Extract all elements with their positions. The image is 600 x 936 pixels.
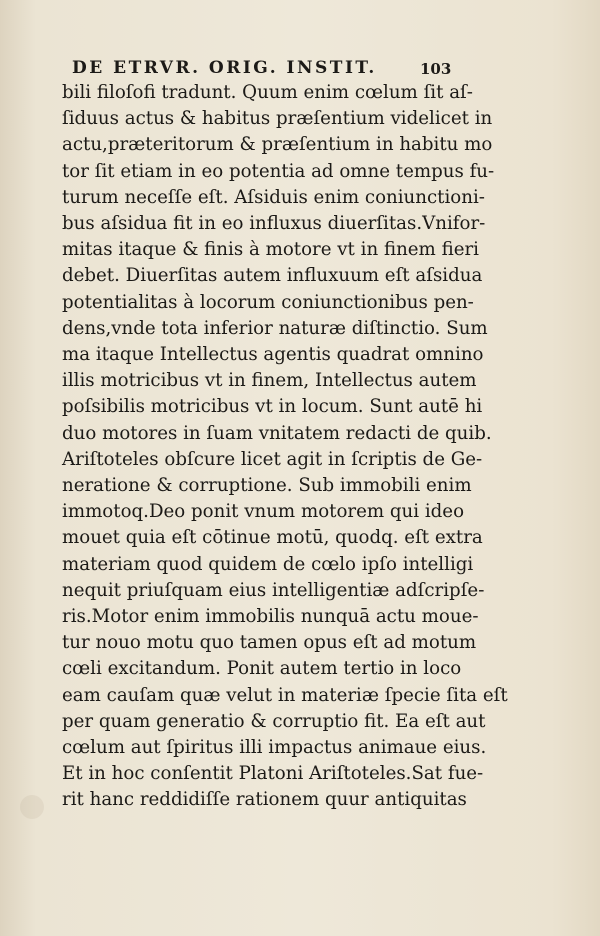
text-line: Et in hoc conſentit Platoni Ariſtoteles.Sat fue-: [62, 763, 484, 785]
text-line: duo motores in ſuam vnitatem redacti de quib.: [62, 422, 492, 444]
text-line: tur nouo motu quo tamen opus eſt ad motum: [62, 632, 477, 654]
text-line: per quam generatio & corruptio fit. Ea eſt aut: [62, 710, 486, 732]
text-line: potentialitas à locorum coniunctionibus pen-: [62, 291, 474, 313]
text-line: ris.Motor enim immobilis nunquā actu moue-: [62, 606, 479, 628]
text-line: mouet quia eſt cōtinue motū, quodq. eſt extra: [62, 527, 483, 549]
body-text: [62, 80, 508, 814]
text-line: immotoq.Deo ponit vnum motorem qui ideo: [62, 501, 465, 523]
text-line: turum neceſſe eſt. Aſsiduis enim coniunctioni-: [62, 186, 485, 208]
paper-stain: [20, 795, 44, 819]
text-line: bili filoſofi tradunt. Quum enim cœlum ſit aſ-: [62, 82, 473, 103]
text-line: bus aſsidua fit in eo influxus diuerſitas.Vnifor-: [62, 213, 486, 235]
page-number: 103: [420, 60, 452, 78]
text-line: cœlum aut ſpiritus illi impactus animaue eius.: [62, 737, 487, 759]
text-line: mitas itaque & finis à motore vt in finem fieri: [62, 239, 479, 261]
text-line: poſsibilis motricibus vt in locum. Sunt autē hi: [62, 396, 483, 418]
text-line: rit hanc reddidiſſe rationem quur antiquitas: [62, 789, 467, 811]
text-line: dens,vnde tota inferior naturæ diſtinctio. Sum: [62, 317, 488, 339]
text-line: debet. Diuerſitas autem influxuum eſt aſsidua: [62, 265, 483, 287]
text-line: actu,præteritorum & præſentium in habitu mo: [62, 134, 493, 156]
text-line: Ariſtoteles obſcure licet agit in ſcriptis de Ge-: [62, 448, 483, 470]
text-line: ma itaque Intellectus agentis quadrat omnino: [62, 344, 484, 366]
running-head: DE ETRVR. ORIG. INSTIT.: [72, 58, 377, 78]
text-line: cœli excitandum. Ponit autem tertio in loco: [62, 658, 462, 680]
text-line: neratione & corruptione. Sub immobili enim: [62, 475, 472, 497]
text-line: tor ſit etiam in eo potentia ad omne tempus fu-: [62, 160, 495, 182]
text-line: nequit priuſquam eius intelligentiæ adſcripſe-: [62, 579, 485, 601]
text-line: materiam quod quidem de cœlo ipſo intelligi: [62, 553, 474, 575]
text-line: ſiduus actus & habitus præſentium videlicet in: [62, 108, 493, 130]
text-line: illis motricibus vt in finem, Intellectus autem: [62, 370, 477, 392]
text-line: eam cauſam quæ velut in materiæ ſpecie ſita eſt: [62, 684, 508, 706]
